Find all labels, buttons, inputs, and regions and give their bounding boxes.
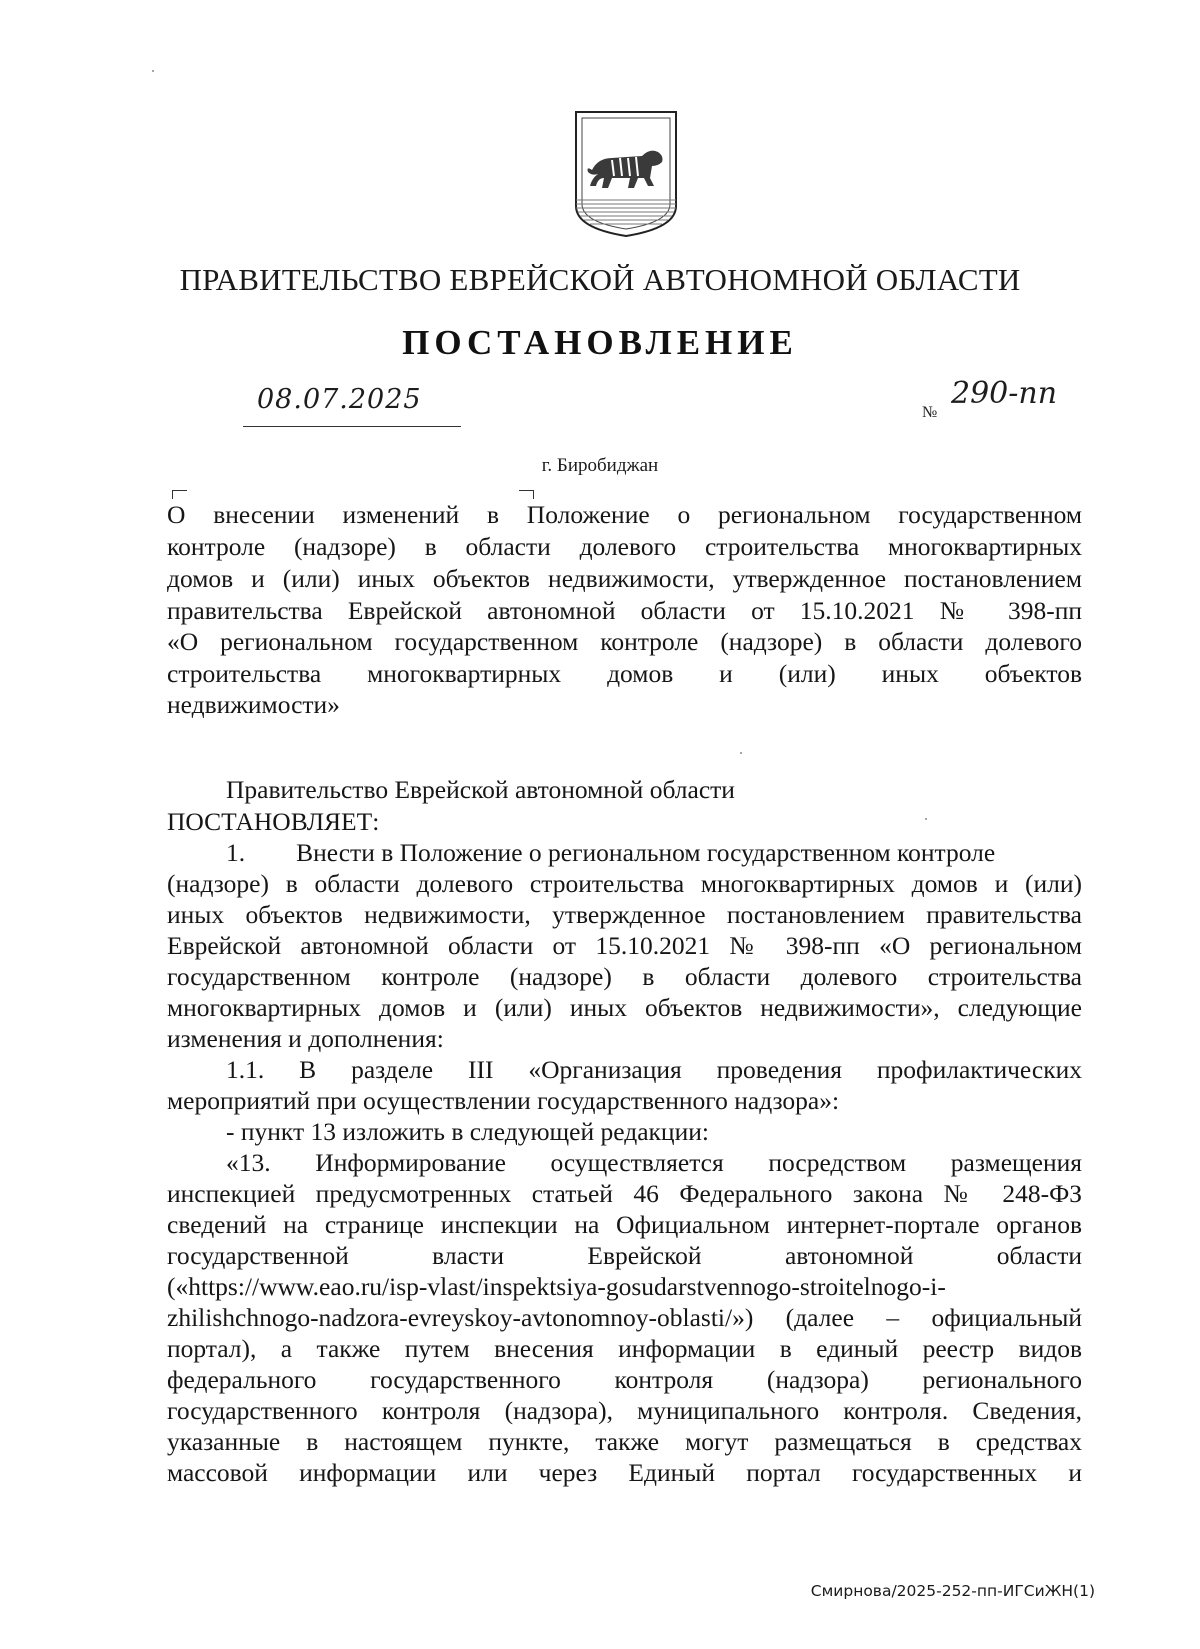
- body-line: ПОСТАНОВЛЯЕТ:: [167, 807, 380, 836]
- title-line: строительства многоквартирных домов и (или) иных объектов: [167, 659, 1082, 688]
- body-line: сведений на странице инспекции на Официальном интернет-портале органов: [167, 1210, 1082, 1239]
- document-type-title: ПОСТАНОВЛЕНИЕ: [402, 323, 798, 362]
- body-line: «13. Информирование осуществляется посредством размещения: [226, 1148, 1082, 1177]
- handwritten-date: 08.07.2025: [257, 384, 422, 415]
- corner-bracket-right: [519, 490, 534, 499]
- body-line: массовой информации или через Единый портал государственных и: [167, 1458, 1082, 1487]
- body-line: многоквартирных домов и (или) иных объектов недвижимости», следующие: [167, 993, 1082, 1022]
- city-name: г. Биробиджан: [541, 455, 659, 476]
- body-line: иных объектов недвижимости, утвержденное постановлением правительства: [167, 900, 1082, 929]
- body-line: изменения и дополнения:: [167, 1024, 444, 1053]
- body-line: zhilishchnogo-nadzora-evreyskoy-avtonomnoy-oblasti/») (далее – официальный: [167, 1303, 1082, 1332]
- body-line: указанные в настоящем пункте, также могут размещаться в средствах: [167, 1427, 1082, 1456]
- title-line: контроле (надзоре) в области долевого строительства многоквартирных: [167, 532, 1082, 561]
- body-line: 1.1. В разделе III «Организация проведения профилактических: [226, 1055, 1082, 1084]
- body-line: государственного контроля (надзора), муниципального контроля. Сведения,: [167, 1396, 1082, 1425]
- body-line: 1. Внести в Положение о региональном государственном контроле: [226, 838, 996, 867]
- body-line: («https://www.eao.ru/isp-vlast/inspektsiya-gosudarstvennogo-stroitelnogo-i-: [167, 1272, 946, 1301]
- body-line: портал), а также путем внесения информации в единый реестр видов: [167, 1334, 1082, 1363]
- body-line: Правительство Еврейской автономной области: [226, 775, 735, 804]
- corner-bracket-left: [172, 490, 187, 499]
- body-line: мероприятий при осуществлении государственного надзора»:: [167, 1086, 840, 1115]
- body-line: Еврейской автономной области от 15.10.2021 № 398-пп «О региональном: [167, 931, 1082, 960]
- body-line: государственной власти Еврейской автономной области: [167, 1241, 1082, 1270]
- body-line: (надзоре) в области долевого строительства многоквартирных домов и (или): [167, 869, 1082, 898]
- body-line: федерального государственного контроля (надзора) регионального: [167, 1365, 1082, 1394]
- title-line: недвижимости»: [167, 690, 340, 719]
- title-line: правительства Еврейской автономной области от 15.10.2021 № 398-пп: [167, 596, 1082, 625]
- scan-speck: [152, 70, 154, 72]
- number-sign: №: [922, 404, 938, 421]
- scan-speck: [740, 752, 742, 754]
- handwritten-number: 290-пп: [951, 376, 1058, 411]
- body-line: инспекцией предусмотренных статьей 46 Федерального закона № 248-ФЗ: [167, 1179, 1082, 1208]
- coat-of-arms-icon: [568, 108, 684, 240]
- title-line: О внесении изменений в Положение о региональном государственном: [167, 500, 1082, 529]
- title-line: «О региональном государственном контроле (надзоре) в области долевого: [167, 627, 1082, 656]
- body-line: - пункт 13 изложить в следующей редакции:: [226, 1117, 709, 1146]
- document-id-footer: Смирнова/2025-252-пп-ИГСиЖН(1): [810, 1582, 1095, 1600]
- date-underline: [243, 426, 461, 427]
- body-line: государственном контроле (надзоре) в области долевого строительства: [167, 962, 1082, 991]
- scan-speck: [925, 818, 927, 820]
- government-name: ПРАВИТЕЛЬСТВО ЕВРЕЙСКОЙ АВТОНОМНОЙ ОБЛАСТИ: [179, 262, 1021, 297]
- title-line: домов и (или) иных объектов недвижимости, утвержденное постановлением: [167, 564, 1082, 593]
